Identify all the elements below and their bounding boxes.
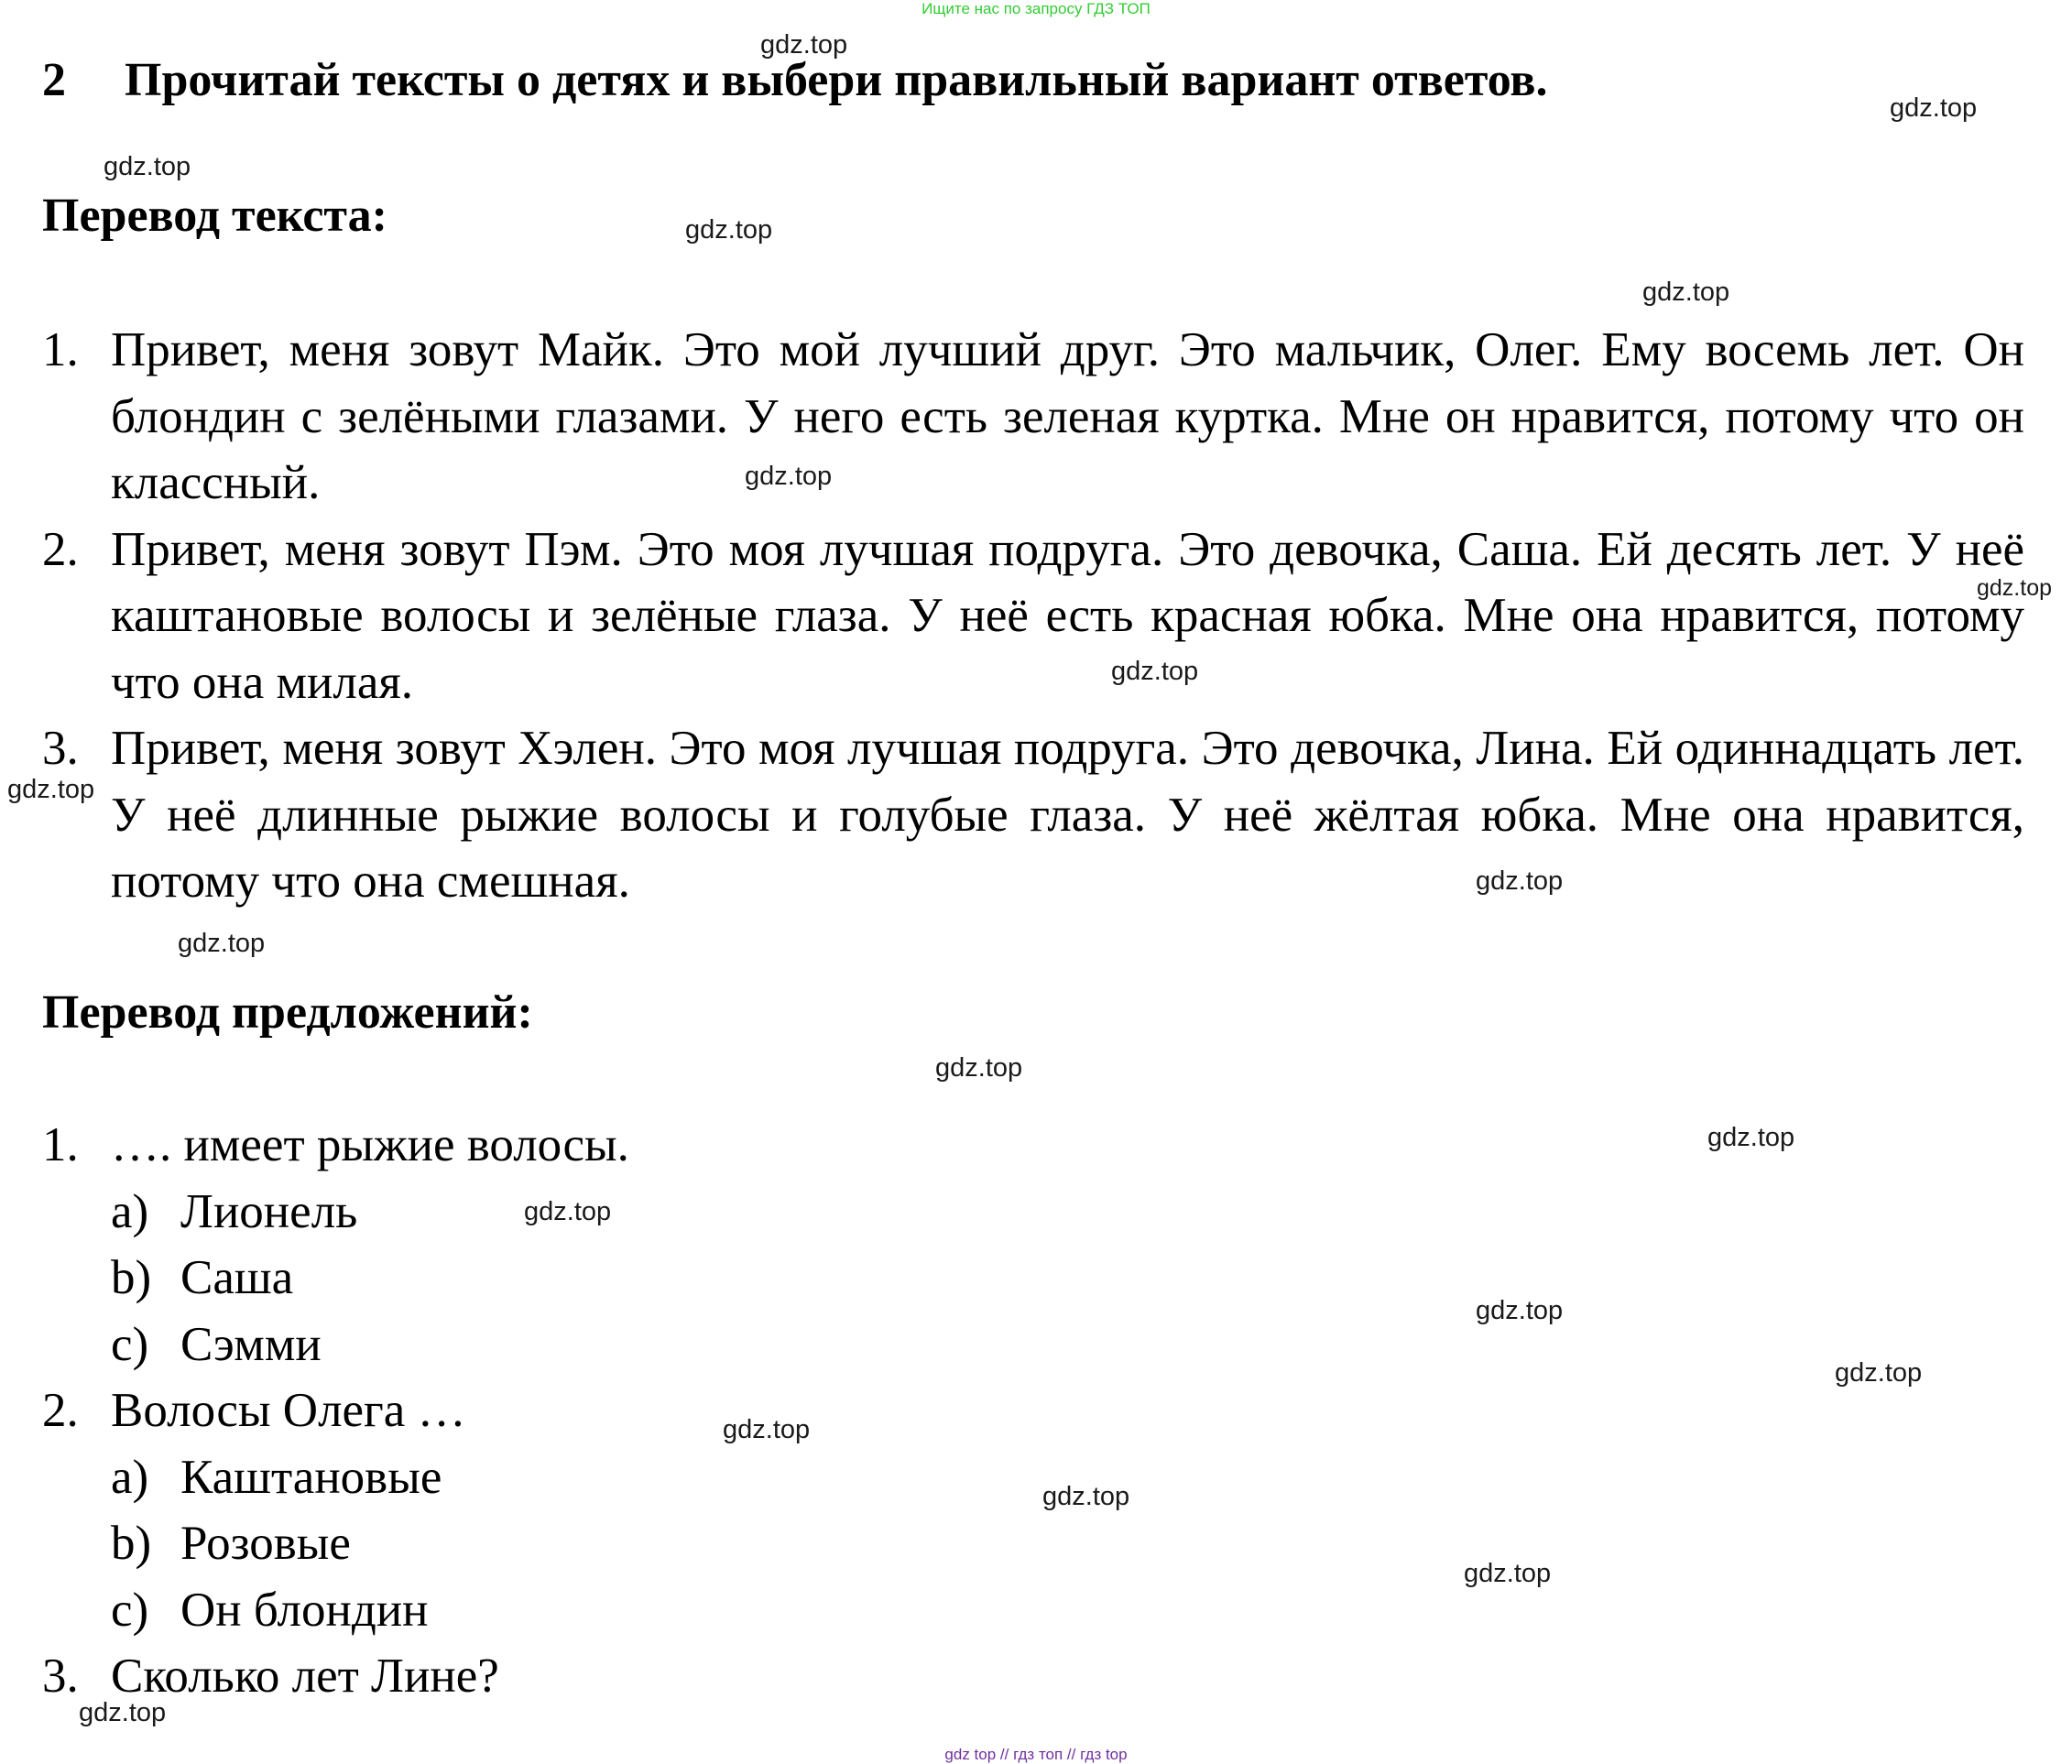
- watermark: gdz.top: [1835, 1358, 1923, 1388]
- watermark: gdz.top: [1707, 1123, 1795, 1152]
- option-letter: a): [111, 1184, 149, 1238]
- watermark: gdz.top: [1890, 93, 1978, 123]
- item-number: 3.: [42, 722, 79, 775]
- question-number: 3.: [42, 1650, 79, 1703]
- watermark: gdz.top: [524, 1197, 612, 1226]
- answer-option: [42, 1510, 1966, 1577]
- watermark: gdz.top: [1111, 657, 1199, 686]
- watermark: gdz.top: [1476, 866, 1564, 896]
- option-letter: c): [111, 1317, 149, 1371]
- list-item: [42, 715, 2024, 915]
- item-number: 1.: [42, 323, 79, 376]
- option-text: Он блондин: [180, 1583, 429, 1637]
- watermark: gdz.top: [178, 929, 266, 958]
- option-text: Розовые: [180, 1517, 351, 1570]
- task-number: 2: [42, 54, 66, 106]
- answer-option: [42, 1312, 1966, 1378]
- watermark: gdz.top: [745, 462, 833, 491]
- watermark: gdz.top: [1977, 575, 2053, 601]
- item-text: Привет, меня зовут Майк. Это мой лучший друг. Это мальчик, Олег. Ему восемь лет. Он блондин с зелёными глазами. У него есть зеленая куртка. Мне он нравится, потому что он классный.: [111, 323, 2024, 509]
- question-item: [42, 1377, 1966, 1444]
- question-text: Сколько лет Лине?: [111, 1650, 499, 1703]
- question-list: [42, 1112, 1966, 1710]
- question-text: Волосы Олега …: [111, 1384, 466, 1437]
- question-number: 2.: [42, 1384, 79, 1437]
- option-text: Каштановые: [180, 1450, 442, 1504]
- section-title-text-translation: Перевод текста:: [42, 190, 387, 242]
- watermark: gdz.top: [1042, 1482, 1130, 1511]
- watermark: gdz.top: [935, 1053, 1023, 1083]
- option-letter: c): [111, 1583, 149, 1637]
- option-text: Лионель: [180, 1184, 358, 1238]
- option-letter: b): [111, 1517, 152, 1570]
- watermark: gdz.top: [1476, 1296, 1564, 1325]
- translation-text-list: [42, 317, 2024, 915]
- task-title: Прочитай тексты о детях и выбери правильный вариант ответов.: [125, 54, 1548, 106]
- question-text: …. имеет рыжие волосы.: [111, 1118, 629, 1171]
- list-item: [42, 517, 2024, 716]
- item-text: Привет, меня зовут Хэлен. Это моя лучшая подруга. Это девочка, Лина. Ей одиннадцать лет. У неё длинные рыжие волосы и голубые глаза. У неё жёлтая юбка. Мне она нравится, потому что она смешная.: [111, 722, 2024, 908]
- item-number: 2.: [42, 522, 79, 576]
- watermark: gdz.top: [104, 152, 191, 181]
- answer-option: [42, 1245, 1966, 1312]
- watermark: gdz.top: [723, 1415, 811, 1444]
- watermark: gdz.top: [1642, 278, 1730, 307]
- watermark: gdz.top: [79, 1698, 167, 1727]
- list-item: [42, 317, 2024, 517]
- watermark: gdz.top: [685, 215, 773, 245]
- answer-option: [42, 1179, 1966, 1246]
- watermark: gdz.top: [760, 30, 848, 60]
- watermark: gdz.top: [7, 775, 95, 804]
- watermark: gdz.top: [1464, 1559, 1552, 1588]
- option-letter: b): [111, 1251, 152, 1304]
- top-banner: Ищите нас по запросу ГДЗ ТОП: [921, 0, 1151, 17]
- item-text: Привет, меня зовут Пэм. Это моя лучшая подруга. Это девочка, Саша. Ей десять лет. У неё каштановые волосы и зелёные глаза. У неё есть красная юбка. Мне она нравится, потому что она милая.: [111, 522, 2024, 709]
- option-letter: a): [111, 1450, 149, 1504]
- option-text: Сэмми: [180, 1317, 322, 1371]
- question-item: [42, 1643, 1966, 1710]
- section-title-sentence-translation: Перевод предложений:: [42, 986, 533, 1039]
- answer-option: [42, 1577, 1966, 1644]
- answer-option: [42, 1444, 1966, 1511]
- question-item: [42, 1112, 1966, 1179]
- question-number: 1.: [42, 1118, 79, 1171]
- bottom-banner: gdz top // гдз топ // гдз top: [944, 1746, 1128, 1763]
- option-text: Саша: [180, 1251, 294, 1304]
